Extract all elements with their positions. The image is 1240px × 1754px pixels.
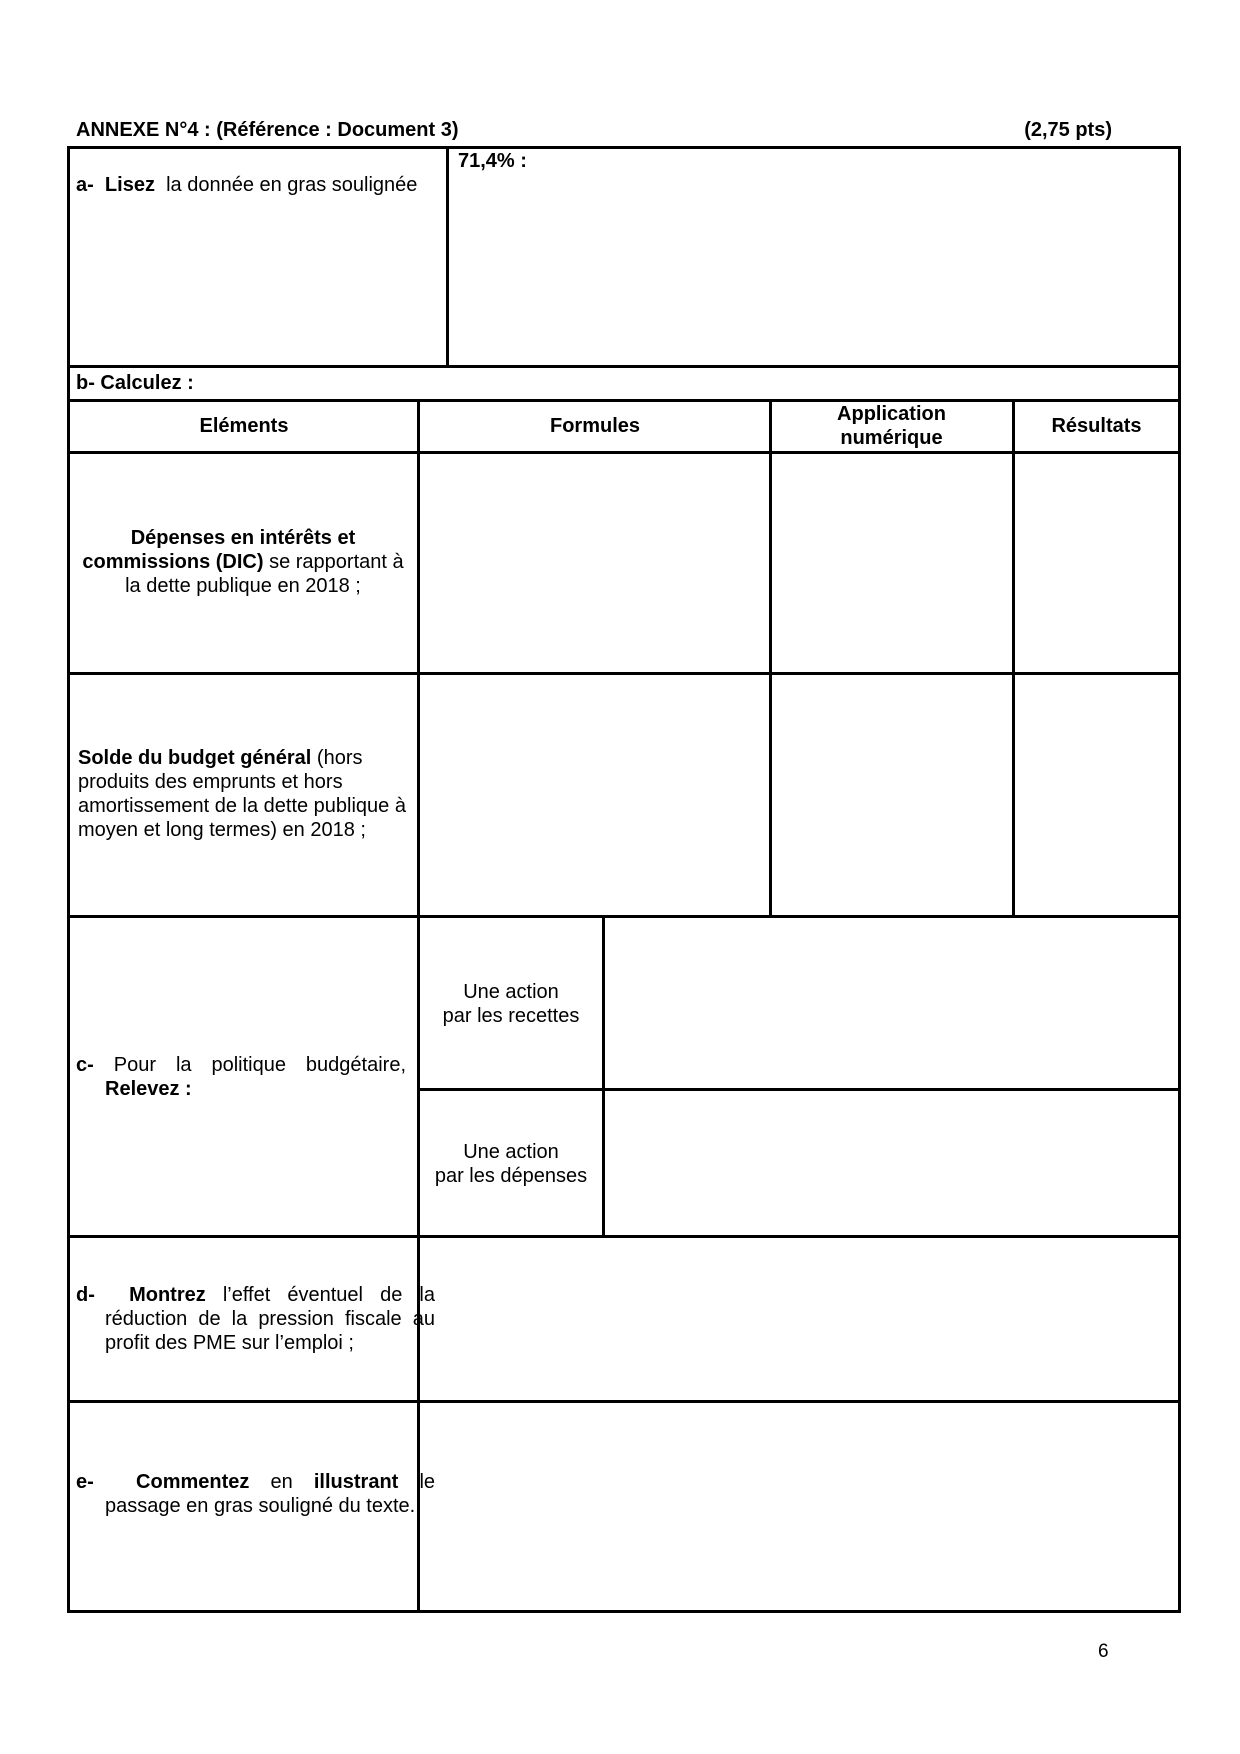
action-depenses-field[interactable] xyxy=(606,1092,1177,1234)
action-recettes-field[interactable] xyxy=(606,919,1177,1087)
answer-a-field[interactable] xyxy=(452,175,1174,361)
column-header-resultats: Résultats xyxy=(1051,415,1142,437)
formule-dic-field[interactable] xyxy=(421,455,768,671)
action-depenses-label: Une action par les dépenses xyxy=(434,1141,588,1187)
application-dic-field[interactable] xyxy=(773,455,1011,671)
answer-d-field[interactable] xyxy=(421,1239,1177,1399)
points-label: (2,75 pts) xyxy=(1024,119,1112,141)
question-d: d- Montrez l’effet éventuel de la réduction de la pression fiscale au profit des PME sur l’emploi ; xyxy=(76,1284,435,1354)
question-b: b- Calculez : xyxy=(76,372,194,394)
element-dic: Dépenses en intérêts et commissions (DIC) se rapportant à la dette publique en 2018 ; xyxy=(82,527,404,597)
application-solde-field[interactable] xyxy=(773,676,1011,914)
answer-e-field[interactable] xyxy=(421,1404,1177,1609)
column-header-elements: Eléments xyxy=(199,415,289,437)
resultat-dic-field[interactable] xyxy=(1016,455,1177,671)
resultat-solde-field[interactable] xyxy=(1016,676,1177,914)
column-header-application: Application numérique xyxy=(837,403,946,449)
question-e: e- Commentez en illustrant le passage en gras souligné du texte. xyxy=(76,1471,436,1517)
page-title: ANNEXE N°4 : (Référence : Document 3) xyxy=(76,119,459,141)
element-solde-budget: Solde du budget général (hors produits des emprunts et hors amortissement de la dette publique à moyen et long termes) en 2018 ; xyxy=(78,747,406,841)
question-c: c- Pour la politique budgétaire, Relevez : xyxy=(76,1054,406,1100)
action-recettes-label: Une action par les recettes xyxy=(442,981,580,1027)
question-a: a- Lisez la donnée en gras soulignée xyxy=(76,174,418,196)
answer-a-label: 71,4% : xyxy=(458,150,527,172)
formule-solde-field[interactable] xyxy=(421,676,768,914)
column-header-formules: Formules xyxy=(549,415,641,437)
page-number: 6 xyxy=(1098,1641,1109,1662)
